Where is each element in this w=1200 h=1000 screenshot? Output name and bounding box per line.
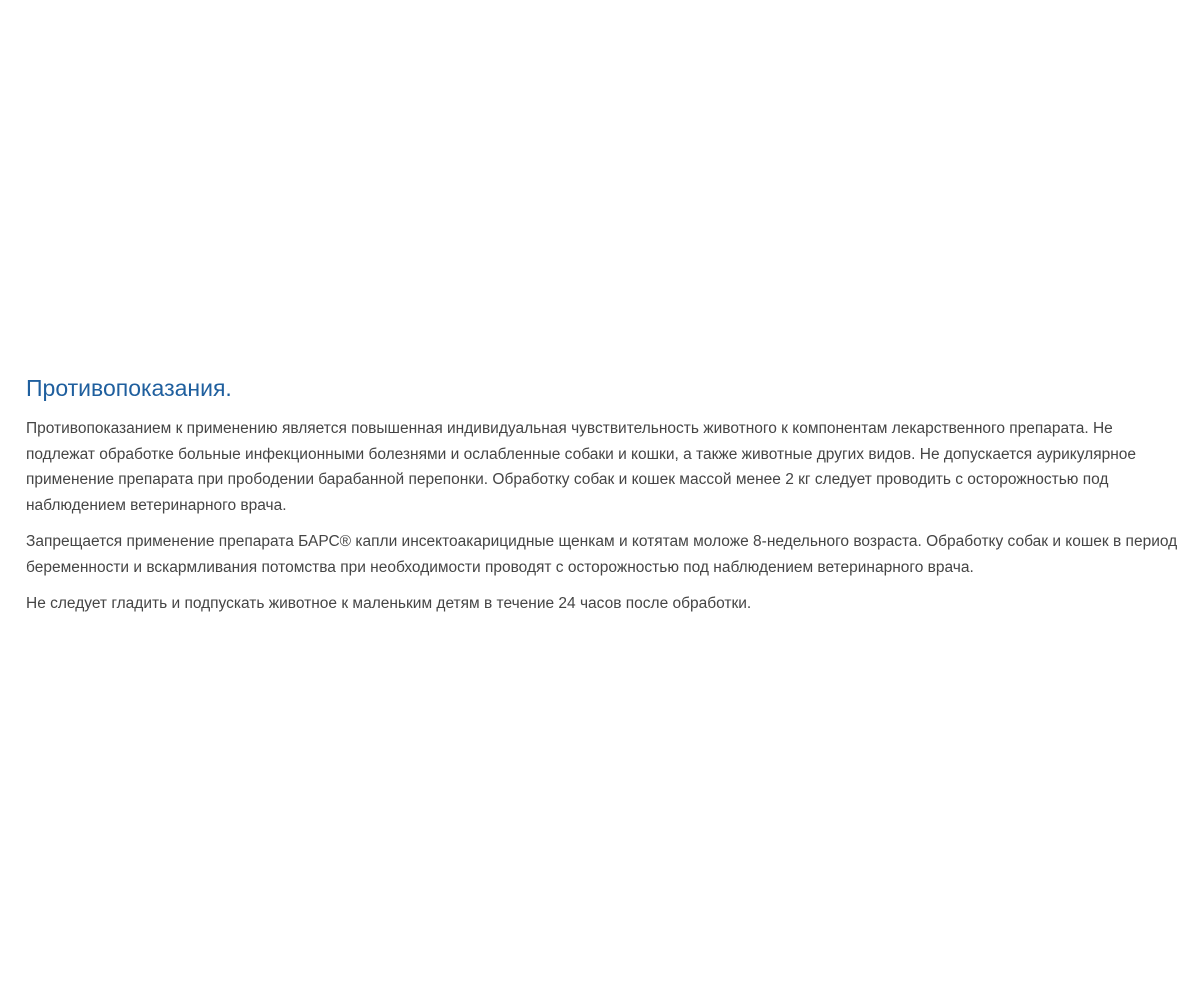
paragraph-children-warning: Не следует гладить и подпускать животное к маленьким детям в течение 24 часов после обработки. bbox=[26, 595, 752, 612]
section-title: Противопоказания. bbox=[26, 375, 232, 401]
paragraph-age-restriction: Запрещается применение препарата БАРС® капли инсектоакарицидные щенкам и котятам моложе 8-недельного возраста. Обработку собак и кошек в период беременности и вскармливания потомства при необходимости проводят с осторожностью под наблюдением ветеринарного врача. bbox=[26, 533, 1178, 576]
contraindications-section bbox=[26, 370, 1186, 628]
paragraph-sensitivity: Противопоказанием к применению является повышенная индивидуальная чувствительность животного к компонентам лекарственного препарата. Не подлежат обработке больные инфекционными болезнями и ослабленные собаки и кошки, а также животные других видов. Не допускается аурикулярное применение препарата при прободении барабанной перепонки. Обработку собак и кошек массой менее 2 кг следует проводить с осторожностью под наблюдением ветеринарного врача. bbox=[26, 420, 1137, 514]
